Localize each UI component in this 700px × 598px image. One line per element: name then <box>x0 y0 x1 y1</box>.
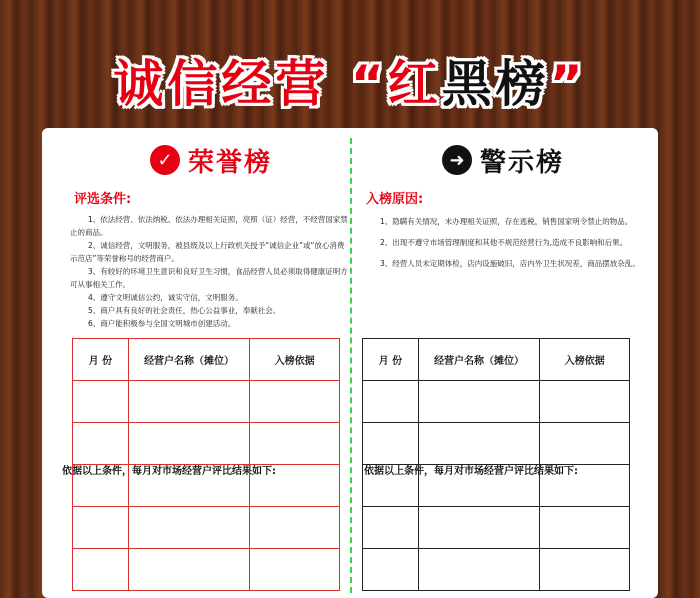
table-row <box>73 549 340 591</box>
list-item: 1、隐瞒有关情况，未办理相关证照，存在逃税，销售国家明令禁止的物品。 <box>380 217 633 226</box>
list-item: 5、商户具有良好的社会责任，热心公益事业，奉献社会。 <box>88 306 281 315</box>
column-header: 入榜依据 <box>250 339 340 381</box>
table-cell <box>73 465 129 507</box>
list-item: 1、依法经营、依法纳税、依法办理相关证照，亮照（证）经营，不经营国家禁止的商品。 <box>70 215 348 237</box>
table-row <box>73 465 340 507</box>
table-cell <box>363 549 419 591</box>
basis-text: 依据以上条件，每月对市场经营户评比结果如下: <box>62 466 276 477</box>
table-row <box>363 507 630 549</box>
warning-table <box>362 338 630 591</box>
table-cell <box>73 507 129 549</box>
table-row <box>363 423 630 465</box>
table-row <box>363 465 630 507</box>
table-cell <box>540 549 630 591</box>
table-cell <box>250 423 340 465</box>
table-header <box>363 339 630 381</box>
poster-title: 诚信经营 “红黑榜” <box>113 55 587 113</box>
thumbs-down-icon: ➜ <box>442 145 472 175</box>
table-cell <box>73 381 129 423</box>
honor-title: 荣誉榜 <box>187 147 272 178</box>
list-item: 4、遵守文明诚信公约，诚实守信，文明服务。 <box>88 293 243 302</box>
column-header: 入榜依据 <box>540 339 630 381</box>
table-cell <box>418 549 540 591</box>
warning-title: 警示榜 <box>479 147 564 178</box>
table-row <box>363 381 630 423</box>
table-cell <box>418 423 540 465</box>
column-header: 经营户名称（摊位） <box>128 339 250 381</box>
table-row <box>73 507 340 549</box>
table-cell <box>128 423 250 465</box>
table-cell <box>250 381 340 423</box>
table-cell <box>540 381 630 423</box>
table-cell <box>418 381 540 423</box>
table-cell <box>418 465 540 507</box>
honor-table <box>72 338 340 591</box>
table-cell <box>363 465 419 507</box>
column-header: 月 份 <box>73 339 129 381</box>
table-cell <box>250 549 340 591</box>
table-row <box>363 549 630 591</box>
thumbs-up-icon: ✓ <box>150 145 180 175</box>
table-cell <box>540 465 630 507</box>
table-cell <box>73 549 129 591</box>
list-item: 2、诚信经营，文明服务，被县级及以上行政机关授予“诚信企业”或“放心消费示范店”等荣誉称号的经营商户。 <box>70 241 345 263</box>
list-item: 2、出现不遵守市场管理制度和其他不规范经营行为,造成不良影响和后果。 <box>380 238 628 247</box>
reason-heading: 入榜原因: <box>366 192 424 207</box>
table-cell <box>128 381 250 423</box>
table-cell <box>250 507 340 549</box>
table-cell <box>363 507 419 549</box>
table-cell <box>363 381 419 423</box>
table-cell <box>418 507 540 549</box>
column-header: 经营户名称（摊位） <box>418 339 540 381</box>
list-item: 6、商户能积极参与全国文明城市创建活动。 <box>88 319 236 328</box>
table-cell <box>540 507 630 549</box>
list-item: 3、经营人员未定期体检，店内设施破旧，店内外卫生状况差，商品摆放杂乱。 <box>380 259 640 268</box>
criteria-heading: 评选条件: <box>74 192 132 207</box>
table-cell <box>540 423 630 465</box>
table-header <box>73 339 340 381</box>
table-cell <box>363 423 419 465</box>
table-cell <box>128 507 250 549</box>
table-row <box>73 423 340 465</box>
list-item: 3、有较好的环境卫生意识和良好卫生习惯，食品经营人员必须取得健康证明方可从事相关工作。 <box>70 267 348 289</box>
table-row <box>73 381 340 423</box>
table-cell <box>250 465 340 507</box>
table-cell <box>73 423 129 465</box>
basis-text: 依据以上条件，每月对市场经营户评比结果如下: <box>364 466 578 477</box>
table-cell <box>128 465 250 507</box>
table-cell <box>128 549 250 591</box>
column-header: 月 份 <box>363 339 419 381</box>
